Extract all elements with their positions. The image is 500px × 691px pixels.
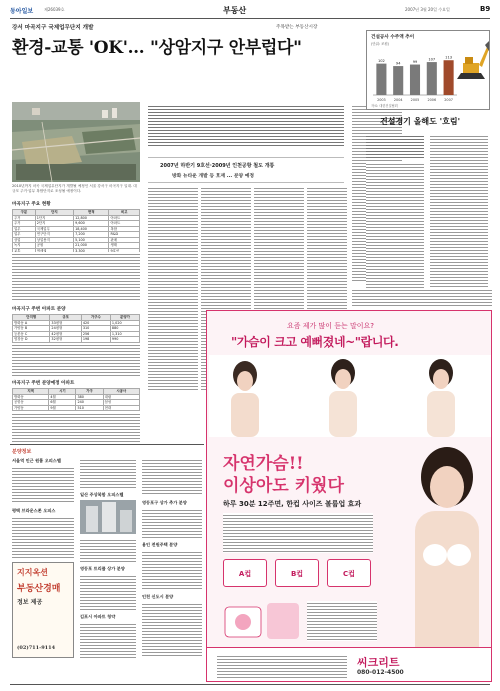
table-cell: 6월 xyxy=(49,400,76,406)
table-3 xyxy=(12,388,140,411)
table-cell: 24평형 xyxy=(50,326,81,332)
chart-bar xyxy=(376,64,386,95)
side-story-col-2 xyxy=(430,134,488,307)
table-cell: 가양동 xyxy=(13,405,49,411)
ad-brand[interactable]: 씨크리트 xyxy=(357,656,400,669)
table-1-col-header: 면적 xyxy=(74,210,109,216)
table-cell: 240 xyxy=(76,400,103,406)
lead-body-col-1 xyxy=(148,186,198,391)
table-1-col-header: 단지 xyxy=(35,210,73,216)
aerial-photo-image xyxy=(12,102,140,182)
table-cell: 7,200 xyxy=(74,232,109,238)
ad-product-image xyxy=(223,599,303,643)
table-2-col-header: 규모 xyxy=(50,315,81,321)
table-2-filler xyxy=(12,343,140,377)
table-cell: 가양동 B xyxy=(13,326,50,332)
table-cell: 420 xyxy=(81,320,110,326)
table-cell: 880 xyxy=(110,326,139,332)
table-cell: 12,800 xyxy=(74,215,109,221)
advertisement xyxy=(206,310,492,682)
table-3-col-header: 가구 xyxy=(76,389,103,395)
ad-headline-1: 자연가슴!! xyxy=(223,454,304,474)
table-cell: 녹지 xyxy=(13,243,36,249)
table-cell: 1,020 xyxy=(110,320,139,326)
classified-head: 용인 전원주택 분양 xyxy=(142,542,178,547)
table-1-filler xyxy=(12,252,140,302)
table-cell: 염창동 D xyxy=(13,337,50,343)
table-cell: 32평형 xyxy=(50,337,81,343)
chart-tick-label: 2003 xyxy=(377,98,386,102)
table-cell: 방화동 xyxy=(13,394,49,400)
table-cell: 주거 xyxy=(13,215,36,221)
bottom-rule xyxy=(10,444,204,445)
ad-badge: A컵 xyxy=(223,559,267,587)
table-cell: 5,100 xyxy=(74,237,109,243)
table-cell: 380 xyxy=(76,394,103,400)
bar-chart xyxy=(369,47,461,103)
issue-number: 제26039호 xyxy=(44,7,65,12)
classified-head: 일산 주상복합 오피스텔 xyxy=(80,492,124,497)
ad-headline-2: 이상아도 키웠다 xyxy=(223,476,344,496)
table-cell: 310 xyxy=(81,326,110,332)
table-cell: 510 xyxy=(76,405,103,411)
table-3-col-header: 시공사 xyxy=(103,389,139,395)
table-cell: 교통 xyxy=(13,248,36,254)
issue-date: 2007년 3월 20일 수요일 xyxy=(405,7,450,12)
ad-footer xyxy=(207,647,492,682)
table-cell: 990 xyxy=(110,337,139,343)
table-cell: 아파트 xyxy=(109,221,140,227)
table-cell: 주거 xyxy=(13,221,36,227)
table-cell: 상업용지 xyxy=(35,237,73,243)
photo-caption: 2010년까지 마곡 국제업무단지가 개발될 예정인 서울 강서구 마곡지구 일대. 대규모 주거·업무 복합단지로 조성될 예정이다. xyxy=(12,184,137,193)
subhead-1: 2007년 하반기 9호선·2009년 인천공항 철도 개통 xyxy=(160,163,275,169)
section-title: 부동산 xyxy=(223,6,247,15)
table-cell: 판매 xyxy=(109,237,140,243)
ad-question: 요즘 제가 많이 듣는 말이요? xyxy=(287,322,374,330)
table-cell: 업무 xyxy=(13,232,36,238)
classified-head: 영등포 트리플 상가 분양 xyxy=(80,566,125,571)
chart-value-label: 99 xyxy=(412,60,418,65)
table-cell: R&D xyxy=(109,232,140,238)
lead-body-col-6 xyxy=(352,288,492,306)
table-cell: 198 xyxy=(81,337,110,343)
table-cell: 연구단지 xyxy=(35,232,73,238)
ad-badge: C컵 xyxy=(327,559,371,587)
classified-body xyxy=(142,508,202,538)
table-1-col-header: 구분 xyxy=(13,210,36,216)
table-cell: 아파트 xyxy=(109,215,140,221)
classified-body xyxy=(80,622,136,658)
subhead-2: 방화 뉴타운 개발 등 호재 ... 분양 예정 xyxy=(172,174,255,179)
table-cell: 1,310 xyxy=(110,331,139,337)
table-cell: 18,400 xyxy=(74,226,109,232)
table-cell: 21,000 xyxy=(74,243,109,249)
ad-subline: 하루 30분 12주면, 한컵 사이즈 볼륨업 효과 xyxy=(223,500,362,508)
chart-panel xyxy=(366,30,490,110)
subhead-rule-bottom xyxy=(148,182,344,183)
chart-tick-label: 2007 xyxy=(444,98,453,102)
table-cell: 현대 xyxy=(103,405,139,411)
table-3-col-header: 시기 xyxy=(49,389,76,395)
promo-line: 부동산경매 xyxy=(17,584,61,594)
promo-line: 지지옥션 xyxy=(17,567,48,577)
table-cell: 9호선 xyxy=(109,248,140,254)
table-cell: 공항동 xyxy=(13,400,49,406)
chart-tick-label: 2006 xyxy=(427,98,437,102)
paper-name: 동아일보 xyxy=(10,8,34,15)
table-cell: 역세권 xyxy=(35,248,73,254)
chart-tick-label: 2004 xyxy=(393,98,403,102)
masthead-rule xyxy=(10,18,490,19)
table-cell: 1단지 xyxy=(35,215,73,221)
lead-headline: 환경-교통 'OK'… "상암지구 안부럽다" xyxy=(12,38,302,58)
table-cell: 4월 xyxy=(49,394,76,400)
bottom-section-label: 분양정보 xyxy=(12,449,32,455)
ad-footer-text xyxy=(217,654,347,678)
lead-kicker: 강서 마곡지구 국제업무단지 개발 xyxy=(12,25,94,31)
side-story-headline: 건설경기 올해도 '흐림' xyxy=(380,117,461,126)
chart-tick-label: 2005 xyxy=(410,98,420,102)
chart-bar xyxy=(393,66,403,95)
classified-body xyxy=(12,466,74,504)
side-story-intro xyxy=(366,134,424,158)
table-cell: 9,600 xyxy=(74,221,109,227)
classified-body xyxy=(80,538,136,562)
ad-quote: "가슴이 크고 예뻐졌네~"랍니다. xyxy=(231,335,399,349)
table-row xyxy=(13,405,140,411)
page-footer-rule xyxy=(10,684,490,685)
classified-body xyxy=(80,574,136,610)
classified-body xyxy=(142,550,202,590)
table-cell: 업무 xyxy=(13,226,36,232)
table-cell: 복합 xyxy=(109,226,140,232)
table-2-col-header: 가구수 xyxy=(81,315,110,321)
masthead xyxy=(10,5,490,17)
chart-bar xyxy=(410,65,420,95)
table-cell: 2단지 xyxy=(35,221,73,227)
subhead-rule-top xyxy=(148,157,344,158)
ad-badges xyxy=(223,559,373,589)
table-cell: 42평형 xyxy=(50,331,81,337)
table-3-filler xyxy=(12,412,140,442)
promo-line: 정보 제공 xyxy=(17,599,43,606)
classified-head: 평택 브라운스톤 오피스 xyxy=(12,508,56,513)
table-3-title: 마곡지구 주변 분양예정 아파트 xyxy=(12,381,75,386)
classified-head: 김포시 아파트 청약 xyxy=(80,614,116,619)
promo-box xyxy=(12,562,74,658)
table-cell: 33평형 xyxy=(50,320,81,326)
classified-head: 서울역 인근 원룸 오피스텔 xyxy=(12,458,61,463)
ad-body-text xyxy=(223,513,373,553)
table-2-col-header: 분양가 xyxy=(110,315,139,321)
table-cell: 대림 xyxy=(103,394,139,400)
ad-model-photos xyxy=(209,355,491,437)
ad-product-text xyxy=(307,601,377,641)
table-cell: 상업 xyxy=(13,237,36,243)
classified-body xyxy=(142,602,202,658)
chart-title: 건설공사 수주액 추이 xyxy=(371,35,415,40)
aerial-photo xyxy=(12,102,140,182)
chart-bar xyxy=(444,60,454,95)
page-number: B9 xyxy=(480,5,491,13)
lead-body-intro xyxy=(148,104,344,146)
table-3-grid xyxy=(12,388,140,411)
chart-unit: (단위: 조원) xyxy=(371,42,389,46)
table-cell: 삼성 xyxy=(103,400,139,406)
table-cell: 9월 xyxy=(49,405,76,411)
classified-head: 영등포구 상가 추가 분양 xyxy=(142,500,187,505)
chart-source: 자료: 대한건설협회 xyxy=(371,104,398,108)
chart-bar xyxy=(427,62,437,95)
table-cell: 생태 xyxy=(109,243,140,249)
table-3-col-header: 지역 xyxy=(13,389,49,395)
table-cell: 등촌동 C xyxy=(13,331,50,337)
table-2-title: 마곡지구 주변 아파트 분양 xyxy=(12,307,66,312)
ad-phone[interactable]: 080-012-4500 xyxy=(357,669,404,676)
table-1-col-header: 비고 xyxy=(109,210,140,216)
classified-body xyxy=(12,516,74,558)
lead-subtitle: 주목받는 부동산시장 xyxy=(276,25,318,30)
classified-body xyxy=(80,458,136,488)
side-story-col-1 xyxy=(366,162,424,307)
chart-value-label: 102 xyxy=(377,59,385,64)
classified-photo xyxy=(80,500,136,534)
promo-phone[interactable]: (02)711-9114 xyxy=(17,645,56,651)
table-cell: 방화동 A xyxy=(13,320,50,326)
ad-model-main xyxy=(391,447,491,677)
chart-value-label: 113 xyxy=(445,55,453,60)
ad-badge: B컵 xyxy=(275,559,319,587)
table-cell: 3,300 xyxy=(74,248,109,254)
table-2-col-header: 단지명 xyxy=(13,315,50,321)
excavator-illustration xyxy=(455,39,489,83)
chart-value-label: 94 xyxy=(395,61,401,66)
classified-body xyxy=(142,458,202,496)
classified-head: 인천 신도시 분양 xyxy=(142,594,174,599)
table-cell: 256 xyxy=(81,331,110,337)
table-cell: 공원 xyxy=(35,243,73,249)
chart-value-label: 107 xyxy=(428,57,436,62)
table-cell: 국제업무 xyxy=(35,226,73,232)
table-1-title: 마곡지구 주요 현황 xyxy=(12,202,51,207)
